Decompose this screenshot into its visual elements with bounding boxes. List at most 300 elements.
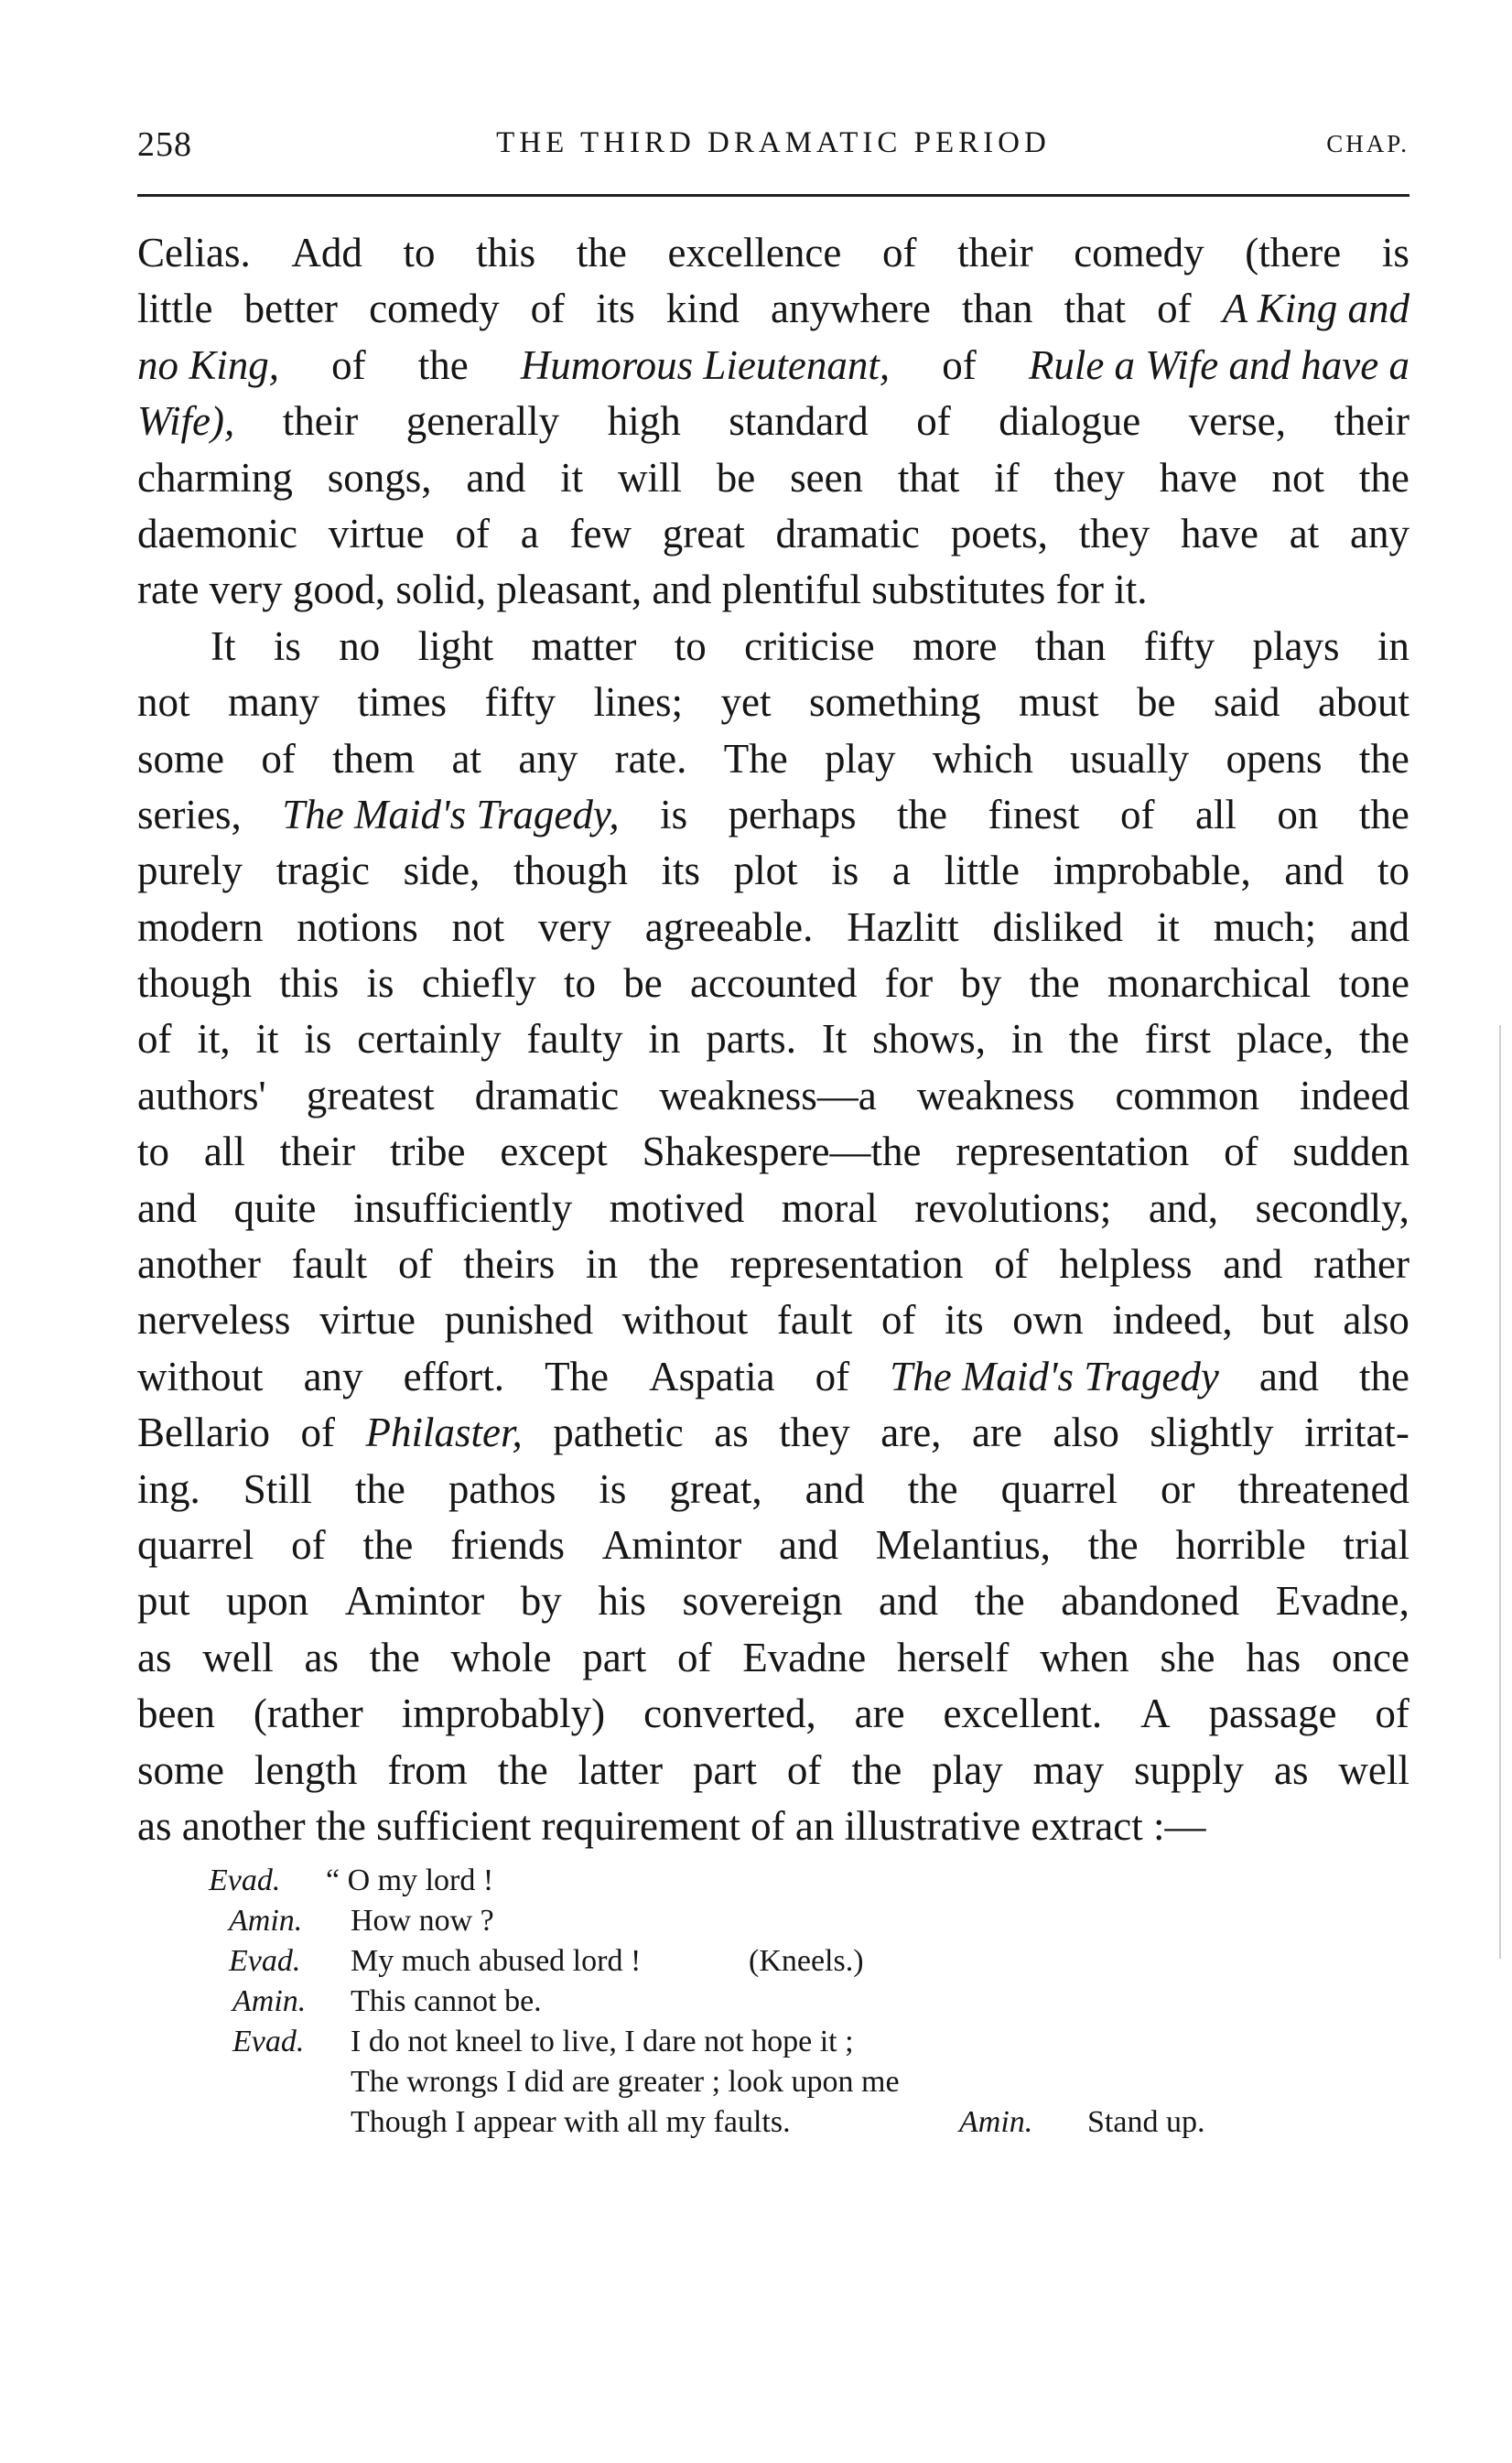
text-word: fault [291,1241,368,1288]
text-line [137,675,1409,730]
text-word: of [397,1241,433,1288]
text-word: greatest [306,1072,435,1118]
text-word: sovereign [682,1578,843,1625]
text-word: without [137,1353,264,1399]
text-word: It [211,622,236,669]
text-word: effort. [403,1353,504,1399]
text-word: very [538,903,611,950]
text-word: at [1289,510,1320,556]
text-word: and [879,1578,939,1625]
text-word: agreeable. [644,903,814,950]
text-word: threatened [1237,1465,1409,1512]
text-word: play [932,1746,1003,1793]
text-word: series, [137,791,242,837]
text-word: the [648,1241,699,1288]
stage-direction: (Kneels.) [749,1944,864,1978]
text-word: is [599,1465,627,1512]
text-word: this [476,230,536,275]
text-word: faulty [526,1016,623,1063]
text-word: the [851,1746,902,1793]
text-word: no King, [137,341,280,388]
text-word: dramatic [474,1072,620,1118]
text-word: accounted [690,960,858,1007]
text-word: all [1194,791,1237,837]
text-word: abandoned [1061,1578,1240,1625]
text-word: all [203,1129,245,1175]
text-word: parts. [706,1016,796,1063]
text-word: light [417,622,494,669]
text-word: by [520,1578,562,1625]
text-word: the [497,1746,548,1793]
text-word: of [916,398,951,445]
text-word: Shakespere—the [642,1129,922,1175]
text-word: the [1358,454,1409,501]
text-word: plays [1252,622,1340,669]
text-line [137,1743,1409,1799]
text-word: rather [1313,1241,1409,1288]
text-word: have [1159,454,1237,501]
text-word: chiefly [421,960,536,1007]
text-word: yet [720,679,772,726]
text-word: punished [444,1297,594,1344]
text-word: their [957,230,1033,275]
text-word: times [357,679,447,726]
text-word: place, [1236,1016,1334,1063]
text-word: Melantius, [875,1521,1051,1568]
text-word: that [1064,286,1127,332]
text-word: as [714,1410,749,1456]
text-line [137,956,1409,1011]
text-word: little [944,848,1020,894]
text-word: of [455,510,490,556]
text-word: of [881,1297,916,1344]
text-word: another [137,1241,261,1288]
text-word: converted, [643,1691,816,1737]
text-word: whole [450,1634,552,1680]
text-word: any [303,1353,363,1399]
text-word: Bellario [137,1410,270,1456]
text-word: horrible [1175,1521,1306,1568]
verse-text: “ O my lord ! [326,1863,494,1897]
text-word: great [662,510,745,556]
text-word: first [1144,1016,1212,1063]
text-word: Wife), [137,398,235,445]
text-line [137,225,1409,281]
text-line [137,900,1409,956]
running-title: THE THIRD DRAMATIC PERIOD [496,126,1051,159]
text-word: The [545,1353,610,1399]
text-word: indeed, [1112,1297,1233,1344]
text-word: common [1115,1072,1259,1118]
text-word: as another the sufficient requirement of an illustrative extract :— [137,1802,1206,1849]
text-word: excellence [667,230,842,275]
text-word: are [854,1691,905,1737]
running-head [137,124,1409,179]
speaker-label: Amin. [229,1904,303,1938]
text-word: fifty [1143,622,1215,669]
text-word: notions [297,903,418,950]
text-word: of [1224,1129,1258,1175]
text-word: irritat- [1303,1410,1409,1456]
text-word: is [1381,230,1409,275]
text-word: slightly [1150,1410,1274,1456]
text-word: in [1010,1016,1043,1063]
text-word: to [403,230,436,275]
text-word: though [513,848,628,894]
verse-line [209,2102,1307,2143]
text-word: by [960,960,1002,1007]
text-word: of [1375,1691,1409,1737]
text-word: passage [1208,1691,1337,1737]
text-word: a [520,510,539,556]
text-word: their [282,398,359,445]
text-line [137,787,1409,843]
verse-text: This cannot be. [351,1984,542,2018]
text-word: authors' [137,1072,266,1118]
text-word: not [451,903,505,950]
text-word: well [1338,1746,1409,1793]
text-line [137,843,1409,899]
verse-line [209,2062,1307,2102]
text-word: the [369,1634,420,1680]
text-word: standard [729,398,869,445]
text-word: on [1277,791,1319,837]
verse-text: I do not kneel to live, I dare not hope it ; [351,2025,854,2058]
verse-text: How now ? [351,1904,494,1938]
text-word: moral [781,1184,878,1231]
text-line [137,394,1409,449]
text-word: if [994,454,1020,501]
text-word: The Maid's Tragedy, [282,791,620,837]
text-word: has [1246,1634,1301,1680]
text-word: daemonic [137,510,297,556]
text-word: in [586,1241,619,1288]
text-word: the [974,1578,1025,1625]
text-word: about [1317,679,1409,726]
text-word: side, [403,848,481,894]
text-word: comedy [369,286,500,332]
speaker-label: Amin. [232,1984,307,2018]
text-word: to [674,622,707,669]
text-line [137,1349,1409,1405]
text-word: dialogue [999,398,1141,445]
text-word: anywhere [771,286,931,332]
text-word: revolutions; [914,1184,1112,1231]
page-number: 258 [137,125,192,164]
text-word: well [202,1634,274,1680]
verse-line [209,1901,1307,1941]
text-word: opens [1226,735,1323,782]
text-word: A [1140,1691,1171,1737]
text-word: Hazlitt [847,903,959,950]
text-word: fault [776,1297,853,1344]
text-word: be [1137,679,1176,726]
text-word: more [912,622,998,669]
text-word: as [304,1634,340,1680]
speaker-label: Evad. [232,2025,305,2058]
text-word: purely [137,848,243,894]
text-word: than [1034,622,1107,669]
text-word: dramatic [775,510,920,556]
text-word: pathetic [553,1410,684,1456]
text-word: to [1377,848,1409,894]
text-word: friends [450,1521,566,1568]
text-word: helpless [1059,1241,1193,1288]
text-word: have [1180,510,1258,556]
text-word: is [304,1016,332,1063]
text-word: and [1258,1353,1319,1399]
text-word: quarrel [137,1521,254,1568]
speaker-label: Evad. [209,1863,281,1897]
text-word: representation [956,1129,1190,1175]
text-word: to [137,1129,170,1175]
text-word: of [331,341,366,388]
verse-text: Stand up. [1087,2105,1205,2139]
text-word: must [1018,679,1099,726]
text-line [137,562,1409,618]
text-word: excellent. [943,1691,1103,1737]
text-word: of [1119,791,1155,837]
text-word: the [417,341,469,388]
text-word: tone [1338,960,1409,1007]
text-word: motived [609,1184,745,1231]
text-word: and, [1148,1184,1219,1231]
text-word: it [560,454,584,501]
text-word: sudden [1292,1129,1409,1175]
text-word: A King and [1222,286,1409,332]
text-word: criticise [744,622,875,669]
text-word: The [723,735,788,782]
text-word: Evadne, [1275,1578,1409,1625]
text-word: weakness—a [659,1072,877,1118]
text-word: any [1349,510,1409,556]
text-word: the [1358,1016,1409,1063]
verse-extract [209,1861,1307,2143]
text-word: representation [729,1241,964,1288]
text-word: the [897,791,948,837]
text-word: is [831,848,859,894]
text-word: charming [137,454,293,501]
text-word: ing. [137,1465,200,1512]
text-word: finest [988,791,1080,837]
text-word: as [137,1634,172,1680]
text-word: without [621,1297,749,1344]
text-line [137,1124,1409,1180]
text-word: when [1040,1634,1129,1680]
text-word: rate very good, solid, pleasant, and plentiful substitutes for it. [137,567,1148,613]
text-word: the [354,1465,405,1512]
text-word: be [623,960,663,1007]
text-word: for [884,960,934,1007]
text-line [137,506,1409,562]
text-word: improbably) [401,1691,606,1737]
text-word: not [137,679,190,726]
text-word: than [962,286,1033,332]
speaker-label: Evad. [229,1944,301,1978]
chapter-abbreviation: CHAP. [1326,130,1409,157]
text-word: they [1078,510,1150,556]
text-word: rate. [614,735,687,782]
text-word: Add [291,230,362,275]
verse-line [209,1941,1307,1982]
text-word: little [137,286,213,332]
text-word: or [1161,1465,1195,1512]
text-word: It [821,1016,848,1063]
text-word: put [137,1578,190,1625]
text-word: of [530,286,566,332]
text-word: many [228,679,319,726]
text-word: is [366,960,394,1007]
text-word: theirs [463,1241,556,1288]
text-word: them [332,735,416,782]
text-line [137,731,1409,787]
text-word: of [300,1410,335,1456]
text-word: high [607,398,681,445]
text-word: that [897,454,960,501]
text-word: in [1377,622,1409,669]
text-line [137,338,1409,394]
text-word: (rather [253,1691,363,1737]
text-line [137,619,1409,675]
text-word: his [598,1578,646,1625]
text-word: quarrel [1000,1465,1118,1512]
text-word: and [137,1184,197,1231]
text-word: Still [243,1465,312,1512]
text-word: tribe [390,1129,466,1175]
text-line [137,281,1409,337]
text-word: this [279,960,340,1007]
text-word: weakness [916,1072,1075,1118]
text-word: the [1358,735,1409,782]
text-word: but [1261,1297,1314,1344]
text-word: length [254,1746,358,1793]
text-word: of [677,1634,712,1680]
text-line [137,1292,1409,1348]
text-word: and [778,1521,838,1568]
text-word: it, [197,1016,231,1063]
text-line [137,1686,1409,1742]
text-word: the [1358,791,1409,837]
text-word: of [994,1241,1029,1288]
text-word: secondly, [1255,1184,1409,1231]
text-word: Evadne [742,1634,867,1680]
text-word: to [564,960,597,1007]
text-line [137,1462,1409,1518]
text-word: they [779,1410,850,1456]
text-word: of [815,1353,850,1399]
text-word: The Maid's Tragedy [890,1353,1219,1399]
text-word: though [137,960,253,1007]
text-word: verse, [1188,398,1286,445]
text-word: also [1343,1297,1409,1344]
text-word: Humorous Lieutenant, [520,341,891,388]
text-word: from [387,1746,468,1793]
text-word: will [617,454,682,501]
text-word: and [1284,848,1345,894]
text-word: virtue [328,510,425,556]
text-word: fifty [484,679,556,726]
text-word: is [660,791,688,837]
text-word: Rule a Wife and have a [1028,341,1409,388]
text-word: pathos [448,1465,556,1512]
text-word: Amintor [344,1578,485,1625]
text-word: the [1087,1521,1139,1568]
text-word: not [1271,454,1325,501]
text-word: comedy [1074,230,1204,275]
text-word: of [1157,286,1192,332]
text-word: usually [1070,735,1190,782]
verse-text: Though I appear with all my faults. [351,2105,791,2139]
text-word: Celias. [137,230,251,275]
text-word: trial [1343,1521,1409,1568]
text-word: matter [531,622,637,669]
text-word: the [576,230,627,275]
text-word: said [1213,679,1280,726]
text-word: no [339,622,381,669]
text-word: of [881,230,917,275]
text-word: great, [669,1465,762,1512]
text-line [137,1799,1409,1854]
text-word: in [648,1016,681,1063]
text-line [137,1630,1409,1686]
text-word: Amintor [601,1521,742,1568]
text-word: supply [1134,1746,1245,1793]
text-line [137,1573,1409,1629]
text-word: latter [578,1746,664,1793]
text-word: herself [896,1634,1010,1680]
verse-line [209,1982,1307,2022]
text-word: part [582,1634,647,1680]
text-word: their [279,1129,356,1175]
text-word: the [1029,960,1080,1007]
text-word: the [1068,1016,1119,1063]
text-word: of [261,735,296,782]
text-word: once [1331,1634,1409,1680]
text-word: improbable, [1053,848,1251,894]
text-word: lines; [593,679,683,726]
text-word: modern [137,903,264,950]
verse-line [209,1861,1307,1901]
text-word: (there [1245,230,1342,275]
text-word: the [907,1465,958,1512]
text-word: may [1032,1746,1105,1793]
text-word: seen [790,454,864,501]
text-word: the [362,1521,414,1568]
text-word: is [273,622,301,669]
text-line [137,1011,1409,1067]
text-word: and [466,454,526,501]
text-word: any [518,735,578,782]
text-word: they [1053,454,1125,501]
text-word: it [1156,903,1180,950]
text-word: indeed [1300,1072,1409,1118]
text-word: monarchical [1107,960,1312,1007]
text-word: insufficiently [353,1184,573,1231]
text-word: its [596,286,635,332]
text-word: Philaster, [365,1410,523,1456]
text-word: except [500,1129,608,1175]
text-word: plot [733,848,798,894]
text-line [137,1237,1409,1292]
text-word: better [243,286,339,332]
body-text [137,225,1409,1854]
text-word: perhaps [728,791,857,837]
text-word: quite [233,1184,317,1231]
text-word: and [1223,1241,1283,1288]
text-word: shows, [872,1016,986,1063]
text-word: much; [1213,903,1317,950]
text-word: virtue [319,1297,416,1344]
